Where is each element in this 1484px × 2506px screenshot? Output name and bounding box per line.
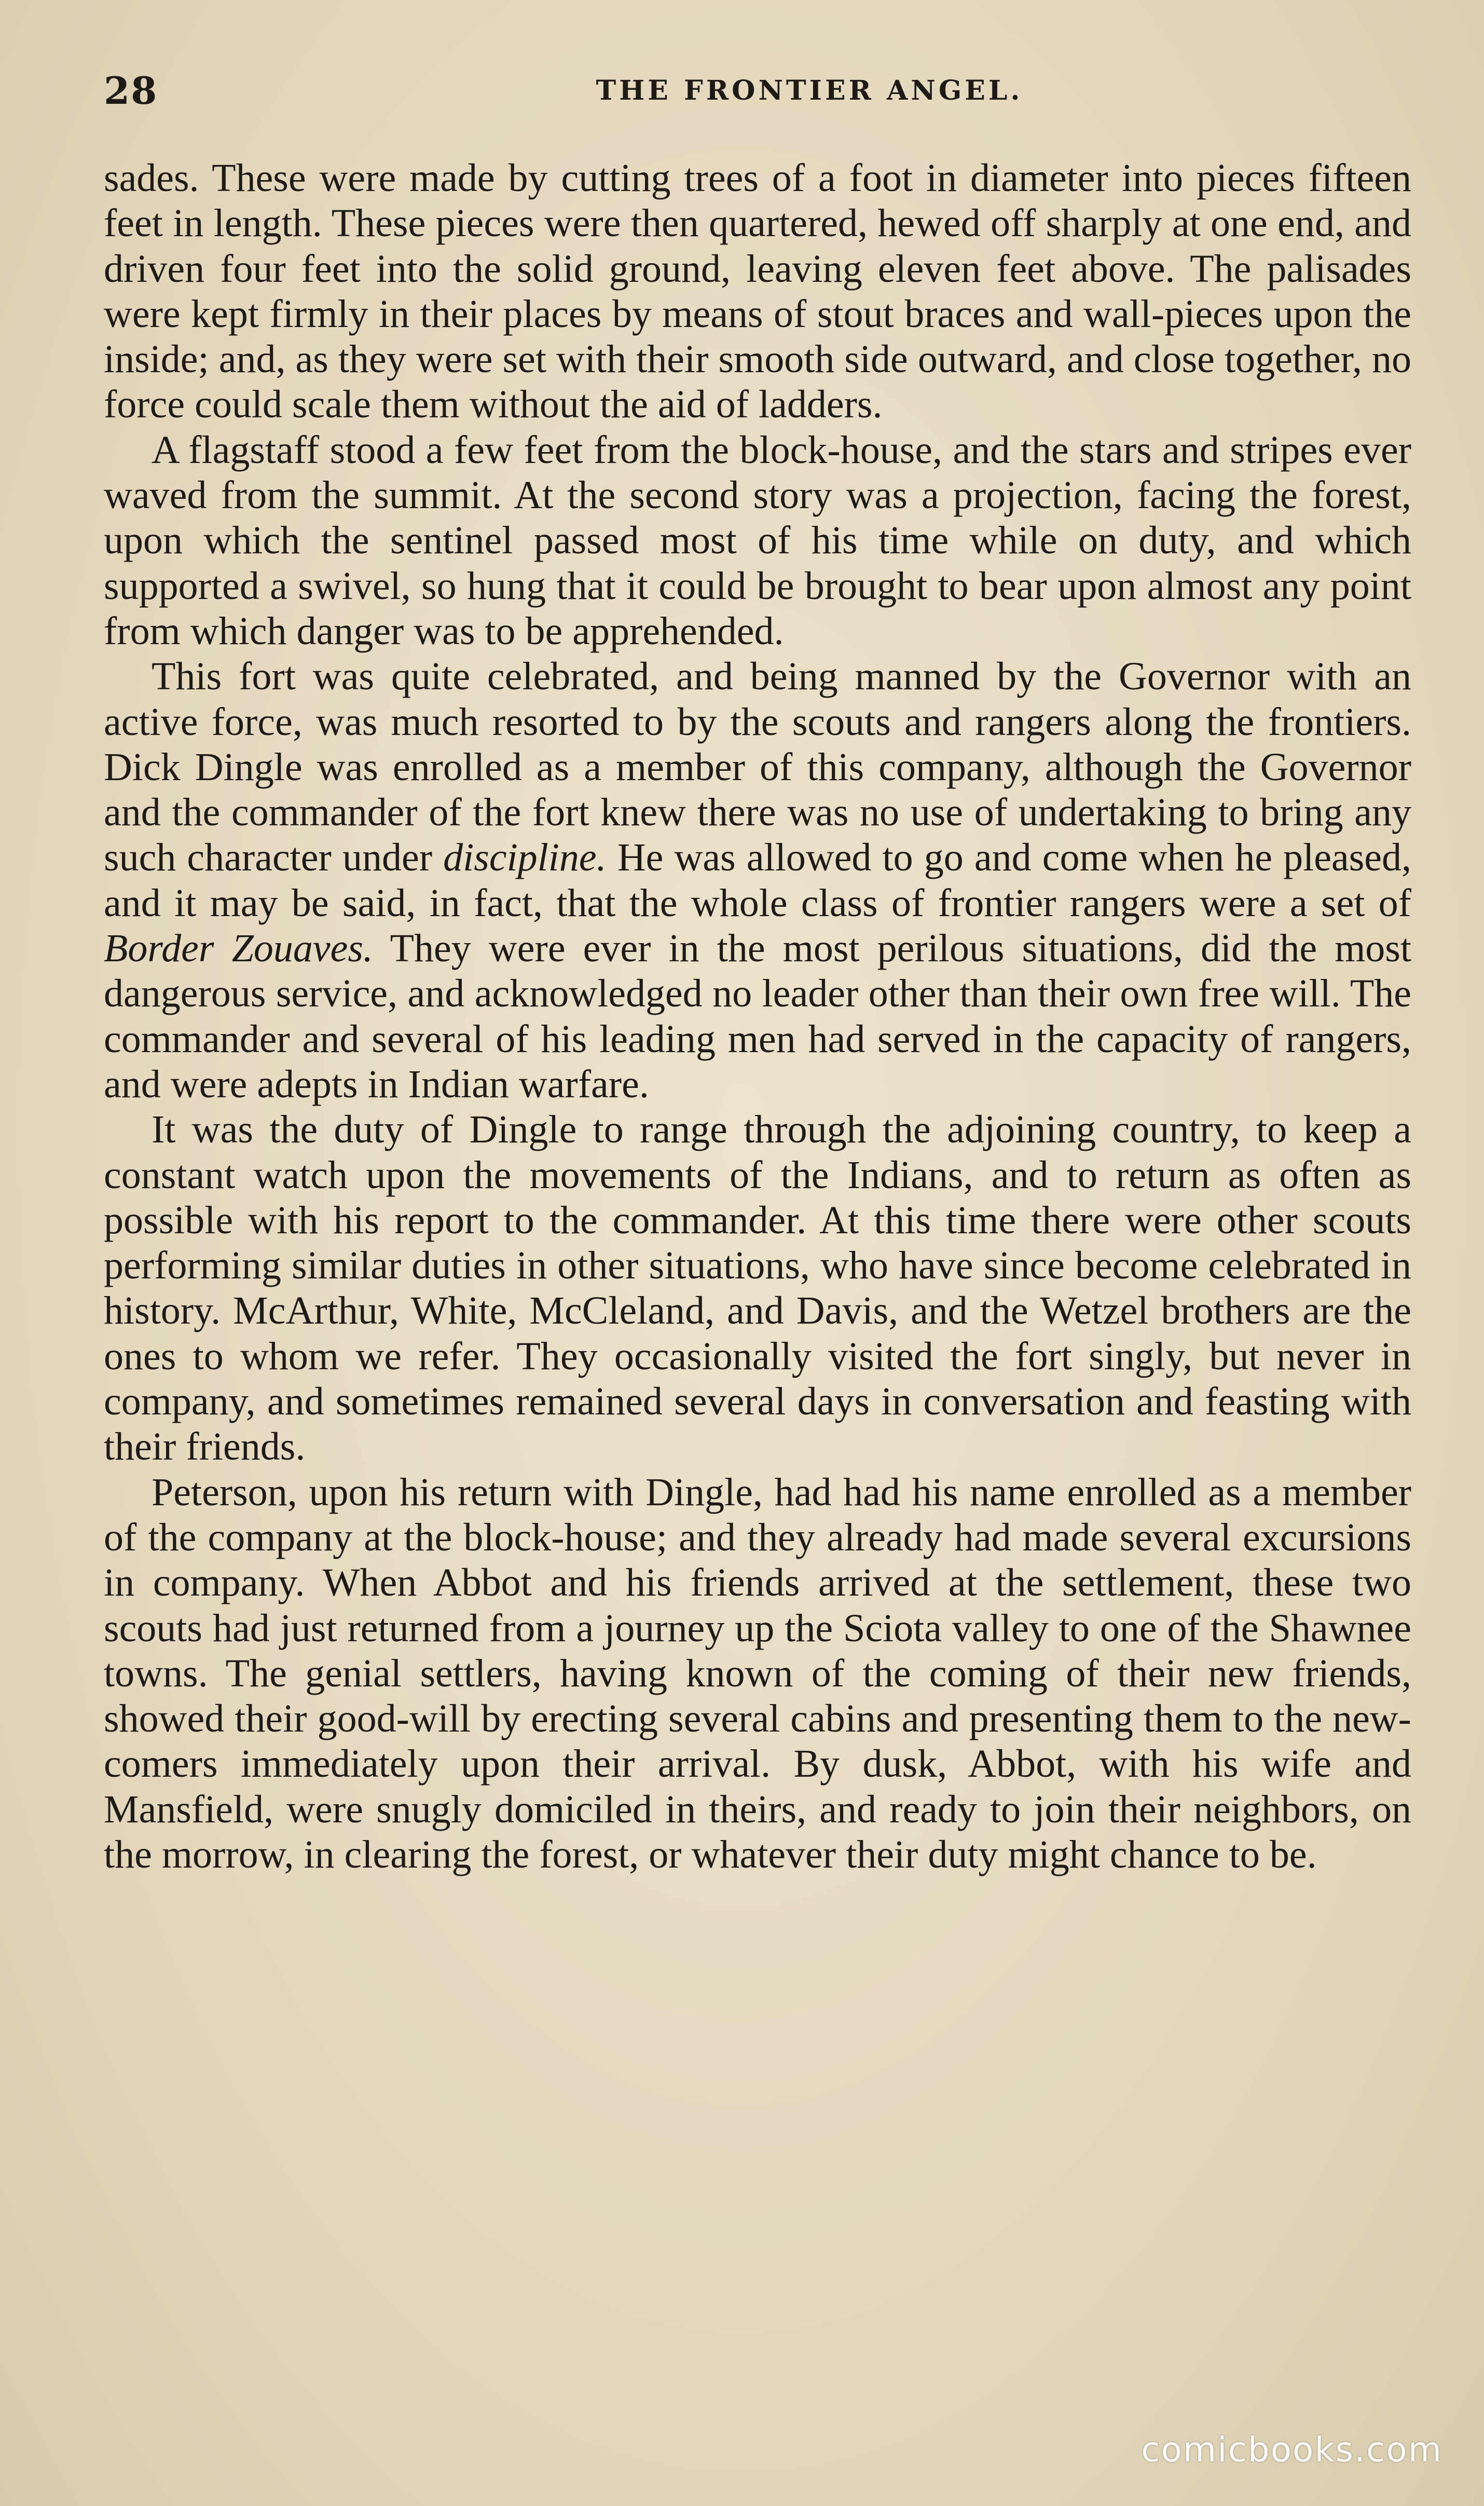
paragraph bbox=[104, 1470, 1411, 1878]
paragraph bbox=[104, 428, 1411, 654]
paragraph-text: This fort was quite celebrated, and being manned by the Governor with an active force, was much resorted to by the scouts and rangers along the frontiers. Dick Dingle was enrolled as a member of this company, although the Governor and the commander of the fort knew there was no use of undertaking to bring any such character under bbox=[104, 655, 1411, 880]
running-title: THE FRONTIER ANGEL. bbox=[596, 75, 1023, 106]
page-number: 28 bbox=[104, 69, 158, 113]
paragraph-text: It was the duty of Dingle to range through the adjoining country, to keep a constant watch upon the movements of the Indians, and to return as often as possible with his report to the commander. At this time there were other scouts performing similar duties in other situations, who have since become celebrated in history. McArthur, White, McCleland, and Davis, and the Wetzel brothers are the ones to whom we refer. They occasionally visited the fort singly, but never in company, and sometimes remained several days in conversation and feasting with their friends. bbox=[104, 1108, 1411, 1469]
paragraph-text: Peterson, upon his return with Dingle, had had his name enrolled as a member of the company at the block-house; and they already had made several excursions in company. When Abbot and his friends arrived at the settlement, these two scouts had just returned from a journey up the Sciota valley to one of the Shawnee towns. The genial settlers, having known of the coming of their new friends, showed their good-will by erecting several cabins and presenting them to the new-comers immediately upon their arrival. By dusk, Abbot, with his wife and Mansfield, were snugly domiciled in theirs, and ready to join their neighbors, on the morrow, in clearing the forest, or whatever their duty might chance to be. bbox=[104, 1470, 1411, 1876]
paragraph bbox=[104, 654, 1411, 1107]
paragraph bbox=[104, 156, 1411, 428]
paragraph-text: sades. These were made by cutting trees of a foot in diameter into pieces fifteen feet in length. These pieces were then quartered, hewed off sharply at one end, and driven four feet into the solid ground, leaving eleven feet above. The palisades were kept firmly in their places by means of stout braces and wall-pieces upon the inside; and, as they were set with their smooth side outward, and close together, no force could scale them without the aid of ladders. bbox=[104, 156, 1411, 427]
watermark: comicbooks.com bbox=[1141, 2430, 1442, 2470]
italic-text: discipline. bbox=[443, 836, 607, 880]
paragraph-text: They were ever in the most perilous situations, did the most dangerous service, and acknowledged no leader other than their own free will. The commander and several of his leading men had served in the capacity of rangers, and were adepts in Indian warfare. bbox=[104, 927, 1411, 1106]
paragraph-text: He was allowed to go and come when he pleased, and it may be said, in fact, that the whole class of frontier rangers were a set of bbox=[104, 836, 1411, 925]
body-text bbox=[104, 156, 1411, 1877]
page-header bbox=[104, 67, 1411, 114]
paragraph-text: A flagstaff stood a few feet from the block-house, and the stars and stripes ever waved from the summit. At the second story was a projection, facing the forest, upon which the sentinel passed most of his time while on duty, and which supported a swivel, so hung that it could be brought to bear upon almost any point from which danger was to be apprehended. bbox=[104, 428, 1411, 653]
italic-text: Border Zouaves. bbox=[104, 927, 373, 971]
paragraph bbox=[104, 1107, 1411, 1469]
